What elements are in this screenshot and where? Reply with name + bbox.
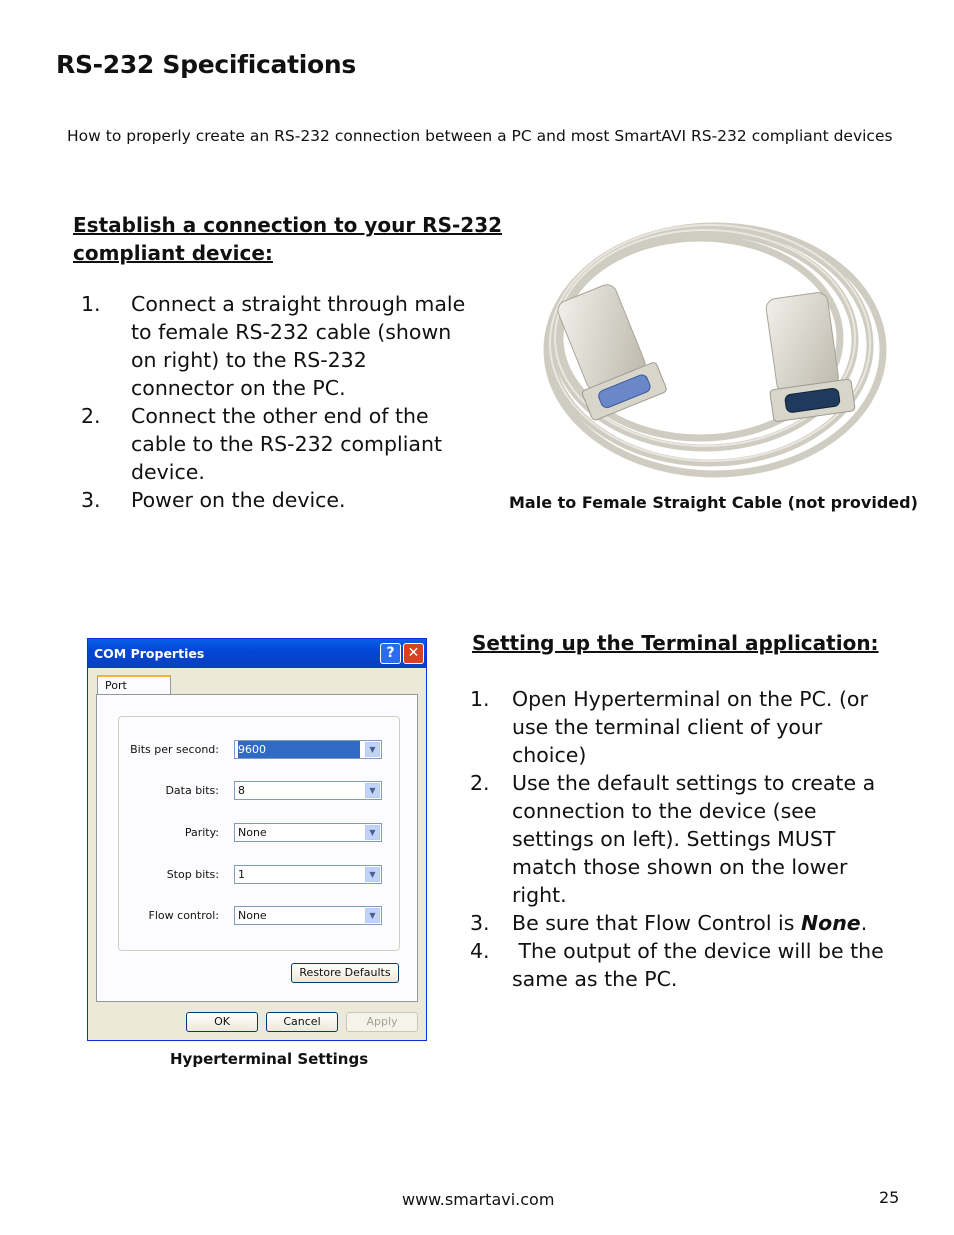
data-bits-select[interactable] — [234, 781, 382, 800]
stop-bits-select[interactable] — [234, 865, 382, 884]
flow-control-value: None — [238, 909, 267, 922]
section1-steps — [81, 290, 471, 514]
parity-select[interactable] — [234, 823, 382, 842]
list-item — [81, 402, 471, 486]
parity-value: None — [238, 826, 267, 839]
step-text: Be sure that Flow Control is — [512, 911, 801, 935]
section1-title — [73, 211, 502, 267]
section2-steps — [470, 685, 890, 993]
dialog-title: COM Properties — [94, 646, 205, 661]
flow-control-label: Flow control: — [148, 909, 219, 922]
chevron-down-icon[interactable]: ▼ — [365, 742, 380, 757]
bits-per-second-label: Bits per second: — [130, 743, 219, 756]
list-item — [470, 685, 890, 769]
cable-caption — [509, 493, 918, 512]
footer-url[interactable]: www.smartavi.com — [402, 1190, 555, 1209]
chevron-down-icon[interactable]: ▼ — [365, 825, 380, 840]
emphasis-none: None — [800, 911, 861, 935]
tab-port-settings[interactable]: Port — [97, 675, 171, 695]
step-number: 3. — [81, 488, 101, 512]
data-bits-label: Data bits: — [165, 784, 219, 797]
chevron-down-icon[interactable]: ▼ — [365, 908, 380, 923]
section1-title-line2: compliant device: — [73, 241, 273, 265]
step-text: Connect a straight through male to female RS-232 cable (shown on right) to the RS-232 connector on the PC. — [131, 292, 466, 400]
intro-text: How to properly create an RS-232 connection between a PC and most SmartAVI RS-232 compliant devices — [67, 127, 893, 145]
bits-per-second-select[interactable] — [234, 740, 382, 759]
step-text: Power on the device. — [131, 488, 346, 512]
stop-bits-label: Stop bits: — [166, 868, 219, 881]
dialog-titlebar — [88, 639, 426, 668]
step-text: Connect the other end of the cable to the RS-232 compliant device. — [131, 404, 443, 484]
list-item — [470, 769, 890, 909]
restore-defaults-button[interactable]: Restore Defaults — [291, 963, 399, 983]
com-properties-dialog — [87, 638, 427, 1041]
section1-title-line1: Establish a connection to your RS-232 — [73, 213, 503, 237]
step-number: 4. — [470, 939, 490, 963]
step-text: Open Hyperterminal on the PC. (or use the terminal client of your choice) — [512, 687, 868, 767]
cancel-button[interactable]: Cancel — [266, 1012, 338, 1032]
list-item — [81, 486, 471, 514]
cable-caption-main: Male to Female Straight Cable — [509, 493, 783, 512]
flow-control-select[interactable] — [234, 906, 382, 925]
help-icon[interactable]: ? — [380, 643, 401, 664]
bits-per-second-value: 9600 — [238, 741, 360, 758]
close-icon[interactable]: ✕ — [403, 643, 424, 664]
step-number: 1. — [81, 292, 101, 316]
chevron-down-icon[interactable]: ▼ — [365, 867, 380, 882]
step-number: 2. — [470, 771, 490, 795]
step-number: 3. — [470, 911, 490, 935]
chevron-down-icon[interactable]: ▼ — [365, 783, 380, 798]
page-title: RS-232 Specifications — [56, 50, 356, 79]
cable-caption-note: (not provided) — [787, 493, 918, 512]
ok-button[interactable]: OK — [186, 1012, 258, 1032]
stop-bits-value: 1 — [238, 868, 245, 881]
list-item — [81, 290, 471, 402]
step-number: 2. — [81, 404, 101, 428]
apply-button[interactable]: Apply — [346, 1012, 418, 1032]
step-text: Use the default settings to create a connection to the device (see settings on left). Settings MUST match those shown on the lower right. — [512, 771, 876, 907]
step-text: The output of the device will be the same as the PC. — [512, 939, 891, 991]
page-number: 25 — [879, 1188, 900, 1207]
section2-title: Setting up the Terminal application: — [472, 631, 879, 655]
hyperterminal-caption: Hyperterminal Settings — [170, 1050, 369, 1068]
step-number: 1. — [470, 687, 490, 711]
serial-cable-image — [510, 210, 890, 490]
parity-label: Parity: — [184, 826, 219, 839]
data-bits-value: 8 — [238, 784, 245, 797]
step-text-end: . — [860, 911, 868, 935]
list-item — [470, 909, 890, 937]
list-item — [470, 937, 890, 993]
tab-panel — [96, 694, 418, 1002]
